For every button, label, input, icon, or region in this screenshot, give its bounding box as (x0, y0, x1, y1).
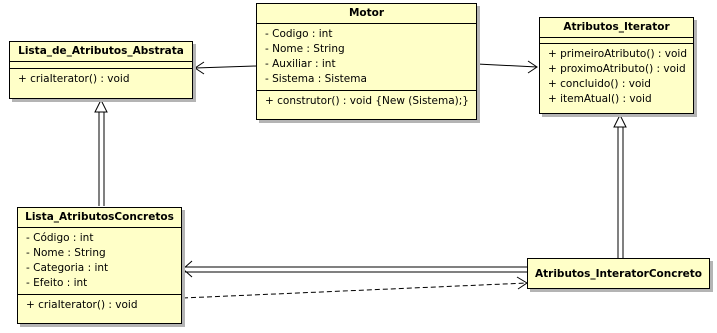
operations-section (18, 294, 181, 316)
attributes-section (18, 228, 181, 294)
class-name: Atributos_Iterator (540, 18, 693, 38)
attribute: - Nome : String (26, 247, 106, 259)
open-arrowhead (183, 261, 192, 277)
operation: + construtor() : void {New (Sistema);} (265, 95, 469, 107)
class-atributos-interator-concreto[interactable] (527, 258, 710, 289)
attributes-section (257, 24, 476, 90)
hollow-triangle-head (614, 115, 626, 127)
dependency-concretos-to-interator (183, 283, 527, 298)
operation: + primeiroAtributo() : void (548, 48, 687, 60)
class-name: Lista_de_Atributos_Abstrata (10, 42, 192, 62)
class-motor[interactable] (256, 3, 477, 120)
operation: + criaIterator() : void (18, 73, 130, 85)
operation: + itemAtual() : void (548, 93, 652, 105)
operations-section (10, 68, 192, 90)
operation: + concluido() : void (548, 78, 651, 90)
attribute: - Sistema : Sistema (265, 73, 367, 85)
operation: + proximoAtributo() : void (548, 63, 686, 75)
association-motor-to-lista-abstrata (195, 66, 256, 68)
operations-section (540, 43, 693, 110)
class-name: Motor (257, 4, 476, 24)
class-name: Lista_AtributosConcretos (18, 208, 181, 228)
operation: + criaIterator() : void (26, 299, 138, 311)
attribute: - Efeito : int (26, 277, 88, 289)
class-atributos-iterator[interactable] (539, 17, 694, 114)
association-motor-to-iterator (477, 64, 537, 67)
class-name: Atributos_InteratorConcreto (535, 267, 702, 280)
hollow-triangle-head (95, 100, 107, 112)
class-lista-de-atributos-abstrata[interactable] (9, 41, 193, 99)
attribute: - Auxiliar : int (265, 58, 336, 70)
class-lista-atributos-concretos[interactable] (17, 207, 182, 324)
attribute: - Nome : String (265, 43, 345, 55)
operations-section (257, 90, 476, 112)
attribute: - Categoria : int (26, 262, 109, 274)
attribute: - Código : int (26, 232, 94, 244)
attribute: - Codigo : int (265, 28, 333, 40)
